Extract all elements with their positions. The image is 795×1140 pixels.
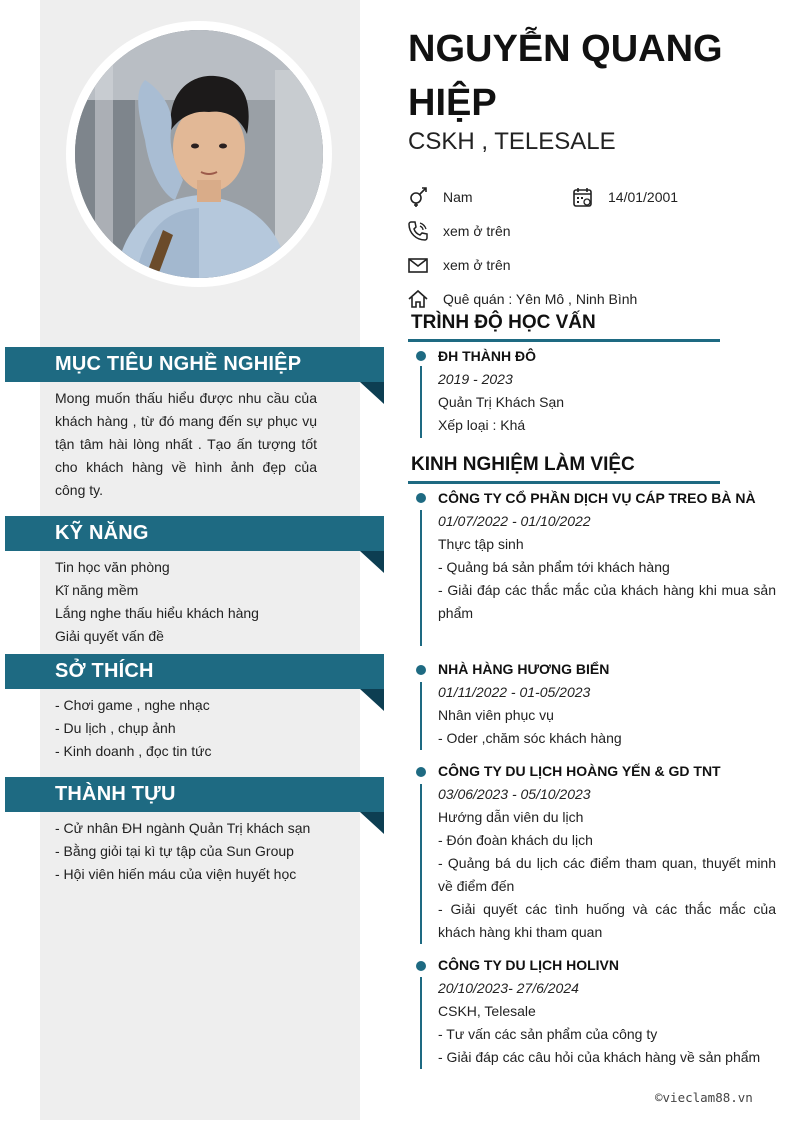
job-timeline-dot	[416, 767, 426, 777]
job-entry	[438, 760, 776, 944]
skills-header-fold	[360, 551, 384, 573]
job-company: NHÀ HÀNG HƯƠNG BIỂN	[438, 661, 610, 677]
job-timeline	[420, 510, 422, 646]
avatar-photo	[75, 30, 323, 278]
job-company: CÔNG TY DU LỊCH HOÀNG YẾN & GD TNT	[438, 763, 721, 779]
education-title-underline	[408, 339, 720, 342]
hobbies-list	[55, 694, 317, 763]
gender-value: Nam	[443, 189, 473, 205]
skills-list	[55, 556, 317, 648]
hobby-item: - Kinh doanh , đọc tin tức	[55, 743, 212, 759]
job-position: Thực tập sinh	[438, 536, 524, 552]
hobbies-section-header	[5, 654, 384, 689]
skills-title: KỸ NĂNG	[55, 522, 149, 544]
school-name: ĐH THÀNH ĐÔ	[438, 348, 536, 364]
education-title: TRÌNH ĐỘ HỌC VẤN	[411, 312, 596, 333]
job-timeline	[420, 784, 422, 944]
job-timeline-dot	[416, 665, 426, 675]
job-position: Nhân viên phục vụ	[438, 707, 554, 723]
experience-title-underline	[408, 481, 720, 484]
job-position: Hướng dẫn viên du lịch	[438, 809, 584, 825]
skills-section-header	[5, 516, 384, 551]
job-duty: - Giải đáp các thắc mắc của khách hàng khi mua sản phẩm	[438, 582, 776, 621]
objective-title: MỤC TIÊU NGHỀ NGHIỆP	[55, 353, 302, 375]
hobby-item: - Du lịch , chụp ảnh	[55, 720, 176, 736]
skill-item: Kĩ năng mềm	[55, 582, 139, 598]
objective-text: Mong muốn thấu hiểu được nhu cầu của khách hàng , từ đó mang đến sự phục vụ tận tâm hài lòng nhất . Tạo ấn tượng tốt cho khách hàng về hình ảnh đẹp của công ty.	[55, 390, 317, 498]
birthday-row	[572, 186, 678, 208]
job-entry	[438, 954, 776, 1069]
avatar	[75, 30, 323, 278]
achievements-list	[55, 817, 317, 886]
achievement-item: - Bằng giỏi tại kì tự tập của Sun Group	[55, 843, 294, 859]
skill-item: Tin học văn phòng	[55, 559, 170, 575]
experience-title: KINH NGHIỆM LÀM VIỆC	[411, 454, 635, 475]
mail-icon	[407, 254, 429, 276]
email-value: xem ở trên	[443, 257, 511, 273]
achievements-section-header	[5, 777, 384, 812]
job-duty: - Tư vấn các sản phẩm của công ty	[438, 1026, 658, 1042]
job-timeline-dot	[416, 493, 426, 503]
candidate-role: CSKH , TELESALE	[408, 128, 616, 155]
job-timeline	[420, 977, 422, 1069]
gender-icon	[407, 186, 429, 208]
job-entry	[438, 658, 776, 750]
birthday-value: 14/01/2001	[608, 189, 679, 205]
achievements-title: THÀNH TỰU	[55, 783, 176, 805]
education-entry	[438, 345, 776, 437]
phone-row	[407, 220, 511, 242]
job-duty: - Oder ,chăm sóc khách hàng	[438, 730, 622, 746]
job-entry	[438, 487, 776, 625]
job-period: 03/06/2023 - 05/10/2023	[438, 786, 591, 802]
hometown-row	[407, 288, 637, 310]
gender-row	[407, 186, 473, 208]
job-duty: - Đón đoàn khách du lịch	[438, 832, 593, 848]
job-timeline	[420, 682, 422, 750]
job-period: 01/07/2022 - 01/10/2022	[438, 513, 591, 529]
objective-header-fold	[360, 382, 384, 404]
hobby-item: - Chơi game , nghe nhạc	[55, 697, 210, 713]
education-period: 2019 - 2023	[438, 371, 513, 387]
job-period: 20/10/2023- 27/6/2024	[438, 980, 579, 996]
education-major: Quản Trị Khách Sạn	[438, 394, 565, 410]
hobbies-title: SỞ THÍCH	[55, 660, 154, 682]
achievements-header-fold	[360, 812, 384, 834]
calendar-icon	[572, 186, 594, 208]
phone-icon	[407, 220, 429, 242]
job-company: CÔNG TY CỔ PHẦN DỊCH VỤ CÁP TREO BÀ NÀ	[438, 490, 756, 506]
job-period: 01/11/2022 - 01-05/2023	[438, 684, 591, 700]
skill-item: Giải quyết vấn đề	[55, 628, 164, 644]
education-timeline	[420, 366, 422, 438]
job-duty: - Giải đáp các câu hỏi của khách hàng về sản phẩm	[438, 1049, 761, 1065]
job-duty: - Quảng bá sản phẩm tới khách hàng	[438, 559, 670, 575]
job-position: CSKH, Telesale	[438, 1003, 536, 1019]
watermark: ©vieclam88.vn	[655, 1090, 753, 1105]
job-timeline-dot	[416, 961, 426, 971]
job-duty: - Giải quyết các tình huống và các thắc mắc của khách hàng khi tham quan	[438, 901, 776, 940]
job-duty: - Quảng bá du lịch các điểm tham quan, thuyết minh về điểm đến	[438, 855, 776, 894]
phone-value: xem ở trên	[443, 223, 511, 239]
objective-section-header	[5, 347, 384, 382]
education-timeline-dot	[416, 351, 426, 361]
hometown-value: Quê quán : Yên Mô , Ninh Bình	[443, 291, 638, 307]
home-icon	[407, 288, 429, 310]
skill-item: Lắng nghe thấu hiểu khách hàng	[55, 605, 259, 621]
education-grade: Xếp loại : Khá	[438, 417, 526, 433]
job-company: CÔNG TY DU LỊCH HOLIVN	[438, 957, 619, 973]
hobbies-header-fold	[360, 689, 384, 711]
email-row	[407, 254, 511, 276]
achievement-item: - Cử nhân ĐH ngành Quản Trị khách sạn	[55, 820, 311, 836]
candidate-name: NGUYỄN QUANG HIỆP	[408, 28, 723, 124]
achievement-item: - Hội viên hiến máu của viện huyết học	[55, 866, 297, 882]
